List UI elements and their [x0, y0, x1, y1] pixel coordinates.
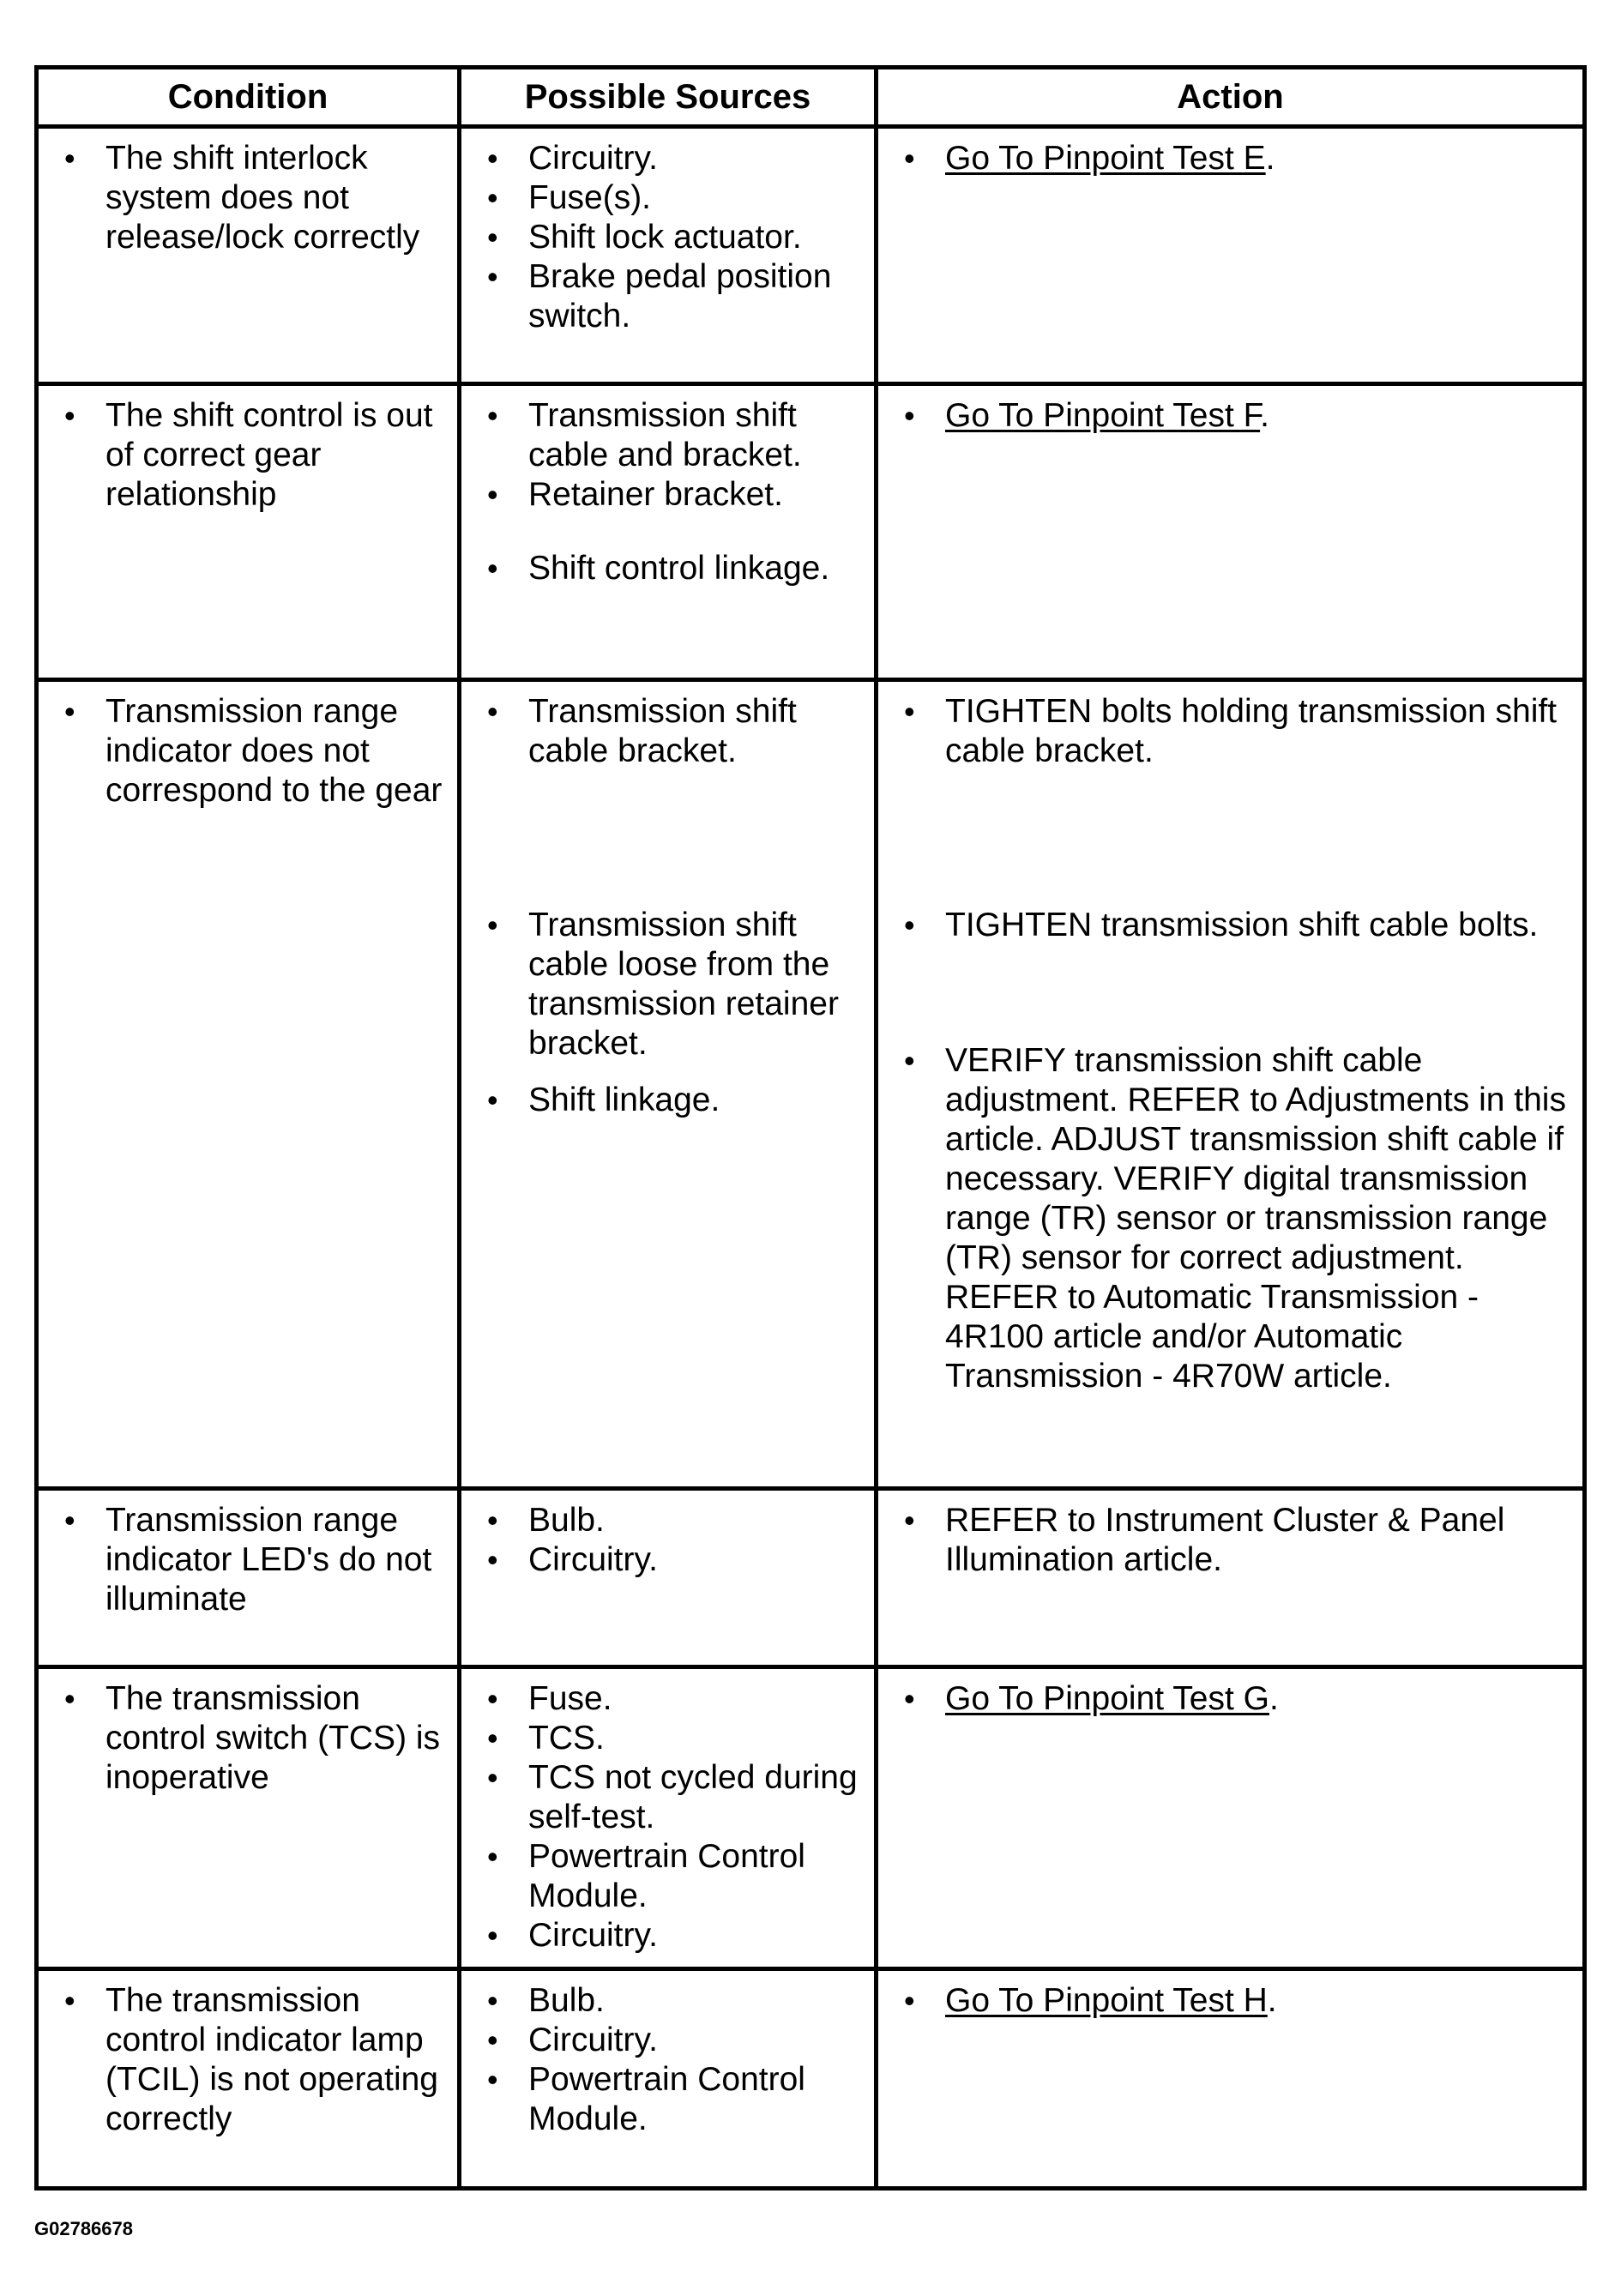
action-suffix: .: [1268, 1680, 1279, 1717]
condition-cell: [37, 384, 460, 680]
sources-cell: [460, 680, 877, 1489]
action-suffix: .: [1260, 397, 1269, 434]
table-row: [37, 1489, 1585, 1667]
action-cell: [877, 1667, 1585, 1969]
sources-cell: [460, 1969, 877, 2189]
table-row: [37, 1667, 1585, 1969]
source-item: • Powertrain Control Module.: [487, 2060, 865, 2139]
action-cell: [877, 127, 1585, 384]
source-item: • Circuitry.: [487, 1540, 865, 1580]
action-item: • VERIFY transmission shift cable adjustment. REFER to Adjustments in this article. ADJUST transmission shift cable if necessary. VERIFY digital transmission range (TR) sensor or transmission range (TR) sensor for correct adjustment. REFER to Automatic Transmission - 4R100 article and/or Automatic Transmission - 4R70W article.: [904, 1041, 1574, 1396]
action-cell: [877, 1969, 1585, 2189]
header-action: Action: [877, 68, 1585, 127]
source-item: • Circuitry.: [487, 139, 865, 178]
figure-id: G02786678: [34, 2218, 133, 2239]
condition-text: • The transmission control switch (TCS) is inoperative: [64, 1679, 449, 1798]
action-suffix: .: [1265, 140, 1275, 177]
pinpoint-test-e-link[interactable]: Go To Pinpoint Test E: [945, 140, 1266, 177]
condition-text: • Transmission range indicator LED's do not illuminate: [64, 1501, 449, 1619]
condition-text: • The shift control is out of correct gear relationship: [64, 396, 449, 515]
source-item: • Brake pedal position switch.: [487, 257, 865, 336]
sources-cell: [460, 1667, 877, 1969]
source-item: • Bulb.: [487, 1501, 865, 1540]
source-item: • Circuitry.: [487, 1916, 865, 1956]
action-item: • REFER to Instrument Cluster & Panel Illumination article.: [904, 1501, 1574, 1580]
action-item: [904, 1679, 1574, 1719]
table-row: [37, 127, 1585, 384]
header-row: [37, 68, 1585, 127]
action-suffix: .: [1267, 1982, 1277, 2019]
condition-cell: [37, 1667, 460, 1969]
condition-cell: [37, 1969, 460, 2189]
sources-cell: [460, 384, 877, 680]
condition-cell: [37, 1489, 460, 1667]
header-condition: Condition: [37, 68, 460, 127]
source-item: • TCS.: [487, 1719, 865, 1758]
source-item: • Transmission shift cable loose from the transmission retainer bracket.: [487, 906, 865, 1064]
pinpoint-test-h-link[interactable]: Go To Pinpoint Test H: [945, 1982, 1268, 2019]
source-item: • Bulb.: [487, 1981, 865, 2021]
action-cell: [877, 1489, 1585, 1667]
diagnosis-table: [34, 65, 1587, 2191]
sources-cell: [460, 1489, 877, 1667]
action-item: [904, 1981, 1574, 2021]
source-item: • TCS not cycled during self-test.: [487, 1758, 865, 1837]
source-item: • Circuitry.: [487, 2021, 865, 2060]
table-row: [37, 680, 1585, 1489]
table-row: [37, 384, 1585, 680]
action-item: • TIGHTEN bolts holding transmission shift cable bracket.: [904, 692, 1574, 771]
sources-cell: [460, 127, 877, 384]
table-row: [37, 1969, 1585, 2189]
action-item: [904, 396, 1574, 436]
source-item: • Shift lock actuator.: [487, 218, 865, 257]
header-possible-sources: Possible Sources: [460, 68, 877, 127]
source-item: • Shift linkage.: [487, 1081, 865, 1120]
pinpoint-test-g-link[interactable]: Go To Pinpoint Test G: [945, 1680, 1269, 1717]
source-item: • Powertrain Control Module.: [487, 1837, 865, 1916]
condition-text: • The shift interlock system does not release/lock correctly: [64, 139, 449, 257]
action-item: [904, 139, 1574, 178]
condition-text: • The transmission control indicator lamp (TCIL) is not operating correctly: [64, 1981, 449, 2139]
action-cell: [877, 680, 1585, 1489]
source-item: • Fuse(s).: [487, 178, 865, 218]
action-cell: [877, 384, 1585, 680]
source-item: • Transmission shift cable and bracket.: [487, 396, 865, 475]
condition-cell: [37, 127, 460, 384]
source-item: • Shift control linkage.: [487, 549, 865, 588]
source-item: • Transmission shift cable bracket.: [487, 692, 865, 771]
condition-text: • Transmission range indicator does not correspond to the gear: [64, 692, 449, 811]
source-item: • Fuse.: [487, 1679, 865, 1719]
source-item: • Retainer bracket.: [487, 475, 865, 515]
pinpoint-test-f-link[interactable]: Go To Pinpoint Test F: [945, 397, 1261, 434]
action-item: • TIGHTEN transmission shift cable bolts.: [904, 906, 1574, 945]
condition-cell: [37, 680, 460, 1489]
